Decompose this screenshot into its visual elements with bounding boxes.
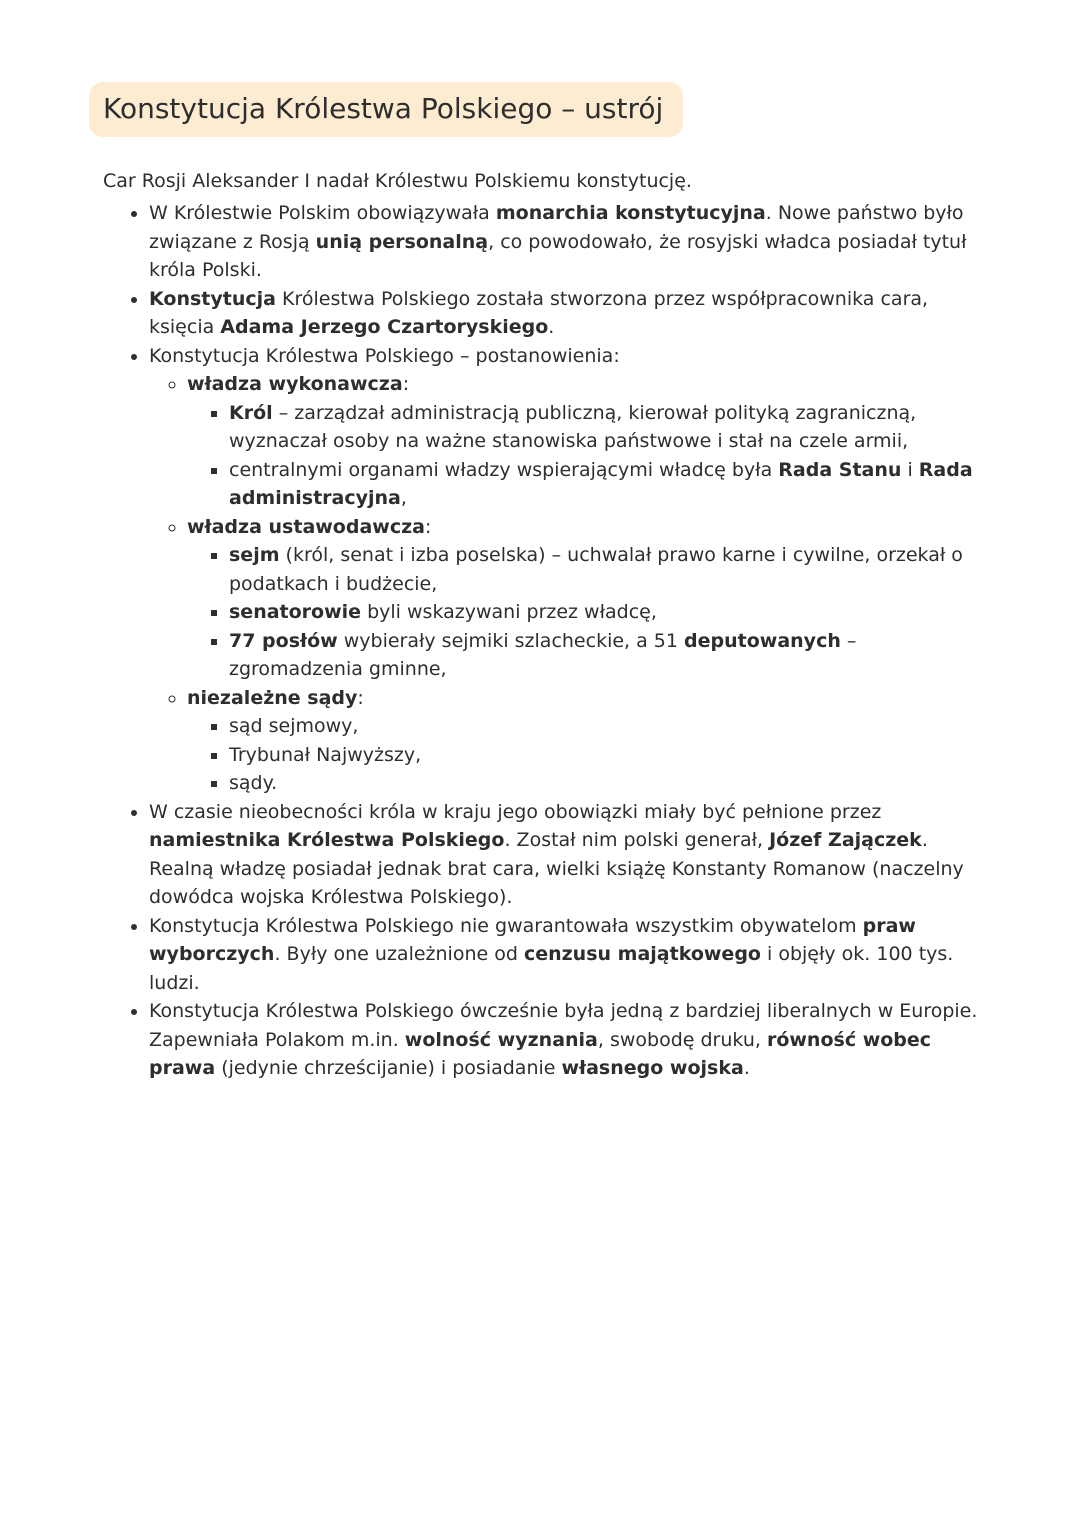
text-segment: Konstytucja Królestwa Polskiego – postanowienia: — [149, 344, 620, 367]
text-segment: (król, senat i izba poselska) – uchwalał prawo karne i cywilne, orzekał o podatkach i budżecie, — [229, 544, 963, 595]
list-item — [149, 199, 985, 285]
text-segment: byli wskazywani przez władcę, — [361, 601, 657, 624]
bold-text-segment: namiestnika Królestwa Polskiego — [149, 829, 505, 852]
text-segment: W czasie nieobecności króla w kraju jego obowiązki miały być pełnione przez — [149, 800, 882, 823]
bold-text-segment: sejm — [229, 544, 280, 567]
bold-text-segment: deputowanych — [684, 629, 841, 652]
list-item — [187, 513, 985, 684]
list-item — [229, 741, 985, 770]
text-segment: , co powodowało, że rosyjski władca posiadał tytuł króla Polski. — [149, 230, 967, 282]
list-item — [229, 627, 985, 684]
text-segment: – zarządzał administracją publiczną, kierował polityką zagraniczną, wyznaczał osoby na ważne stanowiska państwowe i stał na czele armii, — [229, 401, 917, 453]
text-segment: . Były one uzależnione od — [274, 943, 524, 966]
bold-text-segment: monarchia konstytucyjna — [495, 202, 766, 225]
text-segment: : — [402, 373, 410, 396]
text-segment: (jedynie chrześcijanie) i posiadanie — [215, 1057, 562, 1080]
text-segment: . Nowe państwo było związane z Rosją — [149, 202, 964, 253]
list-item — [229, 598, 985, 627]
list-item — [229, 456, 985, 513]
text-segment: : — [424, 515, 432, 538]
text-segment: i — [901, 458, 919, 481]
list-item — [229, 769, 985, 798]
text-segment: . — [548, 316, 555, 339]
text-segment: i objęły ok. 100 tys. ludzi. — [149, 943, 954, 994]
list-item — [229, 399, 985, 456]
list-item — [149, 997, 985, 1083]
text-segment: – zgromadzenia gminne, — [229, 629, 857, 681]
text-segment: sąd sejmowy, — [229, 715, 359, 738]
bold-text-segment: Józef Zajączek — [769, 829, 922, 852]
bold-text-segment: 77 posłów — [229, 629, 338, 652]
bold-text-segment: cenzusu majątkowego — [523, 943, 761, 966]
text-segment: Konstytucja Królestwa Polskiego nie gwarantowała wszystkim obywatelom — [149, 914, 863, 937]
bold-text-segment: praw wyborczych — [149, 914, 916, 966]
text-segment: W Królestwie Polskim obowiązywała — [149, 202, 496, 225]
bold-text-segment: równość wobec prawa — [149, 1028, 932, 1080]
text-segment: sądy. — [229, 772, 278, 795]
page-title-row — [103, 82, 985, 137]
bold-text-segment: Adama Jerzego Czartoryskiego — [220, 316, 549, 339]
bold-text-segment: Konstytucja — [149, 287, 276, 310]
bold-text-segment: Król — [229, 401, 273, 424]
list-item — [187, 370, 985, 513]
bold-text-segment: unią personalną — [315, 230, 489, 253]
text-segment: Trybunał Najwyższy, — [229, 743, 422, 766]
bold-text-segment: władza wykonawcza — [187, 373, 403, 396]
bullet-list-level-2 — [149, 370, 985, 798]
page-title: Konstytucja Królestwa Polskiego – ustrój — [89, 82, 683, 137]
text-segment: . Został nim polski generał, — [504, 829, 770, 852]
text-segment: . — [743, 1057, 750, 1080]
bold-text-segment: niezależne sądy — [187, 686, 358, 709]
text-segment: : — [357, 686, 364, 709]
bullet-list-level-1 — [103, 199, 985, 1083]
text-segment: , — [400, 487, 407, 510]
text-segment: Królestwa Polskiego została stworzona przez współpracownika cara, księcia — [149, 287, 929, 339]
bullet-list-level-3 — [187, 541, 985, 684]
bullet-list-level-3 — [187, 399, 985, 513]
outline — [103, 199, 985, 1083]
text-segment: centralnymi organami władzy wspierającymi władcę była — [229, 458, 779, 481]
list-item — [229, 712, 985, 741]
list-item — [149, 912, 985, 998]
bold-text-segment: Rada Stanu — [778, 458, 902, 481]
list-item — [149, 285, 985, 342]
bold-text-segment: władza ustawodawcza — [187, 515, 425, 538]
list-item — [149, 342, 985, 798]
text-segment: Konstytucja Królestwa Polskiego ówcześnie była jedną z bardziej liberalnych w Europie. Zapewniała Polakom m.in. — [149, 1000, 978, 1051]
list-item — [149, 798, 985, 912]
bold-text-segment: senatorowie — [229, 601, 362, 624]
bold-text-segment: własnego wojska — [561, 1057, 744, 1080]
bold-text-segment: Rada administracyjna — [229, 458, 973, 510]
text-segment: wybierały sejmiki szlacheckie, a 51 — [337, 629, 685, 652]
list-item — [229, 541, 985, 598]
text-segment: , swobodę druku, — [597, 1028, 767, 1051]
text-segment: . Realną władzę posiadał jednak brat cara, wielki książę Konstanty Romanow (naczelny dowódca wojska Królestwa Polskiego). — [149, 829, 964, 909]
bullet-list-level-3 — [187, 712, 985, 798]
bold-text-segment: wolność wyznania — [404, 1028, 598, 1051]
list-item — [187, 684, 985, 798]
intro-paragraph: Car Rosji Aleksander I nadał Królestwu Polskiemu konstytucję. — [103, 169, 692, 192]
